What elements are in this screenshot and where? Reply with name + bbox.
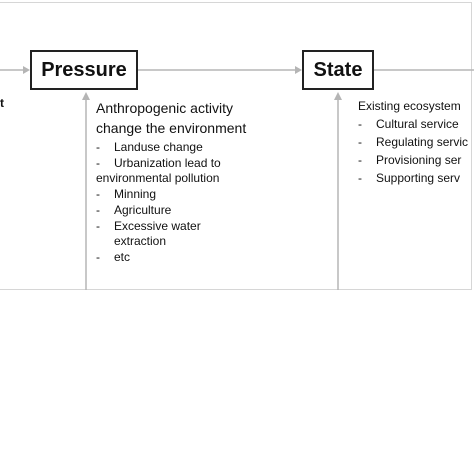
list-item: - Urbanization lead to environmental pollution [96,156,221,185]
state-box [302,50,374,90]
arrow-into-state-head [295,66,302,74]
pressure-detail-arrowhead [82,92,90,100]
pressure-title: Pressure [41,58,127,81]
list-item: - etc [96,250,131,264]
list-item: - Landuse change [96,140,203,154]
pressure-list [96,140,221,266]
list-item: - Excessive water extraction [96,219,201,248]
pressure-box [30,50,138,90]
list-item: - Provisioning ser [358,153,462,167]
list-item: - Supporting serv [358,171,461,185]
state-detail-arrowhead [334,92,342,100]
list-item: - Regulating servic [358,135,469,149]
pressure-heading-line1: Anthropogenic activity [96,100,233,116]
state-list [358,115,468,187]
pressure-heading-line2: change the environment [96,120,247,136]
cropped-left-label: t [0,96,4,110]
state-title: State [313,58,363,81]
list-item: - Cultural service [358,117,459,131]
list-item: - Agriculture [96,203,172,217]
arrow-into-pressure-head [23,66,30,74]
state-heading: Existing ecosystem [358,99,461,113]
list-item: - Minning [96,187,157,201]
pressure-heading [96,98,246,138]
